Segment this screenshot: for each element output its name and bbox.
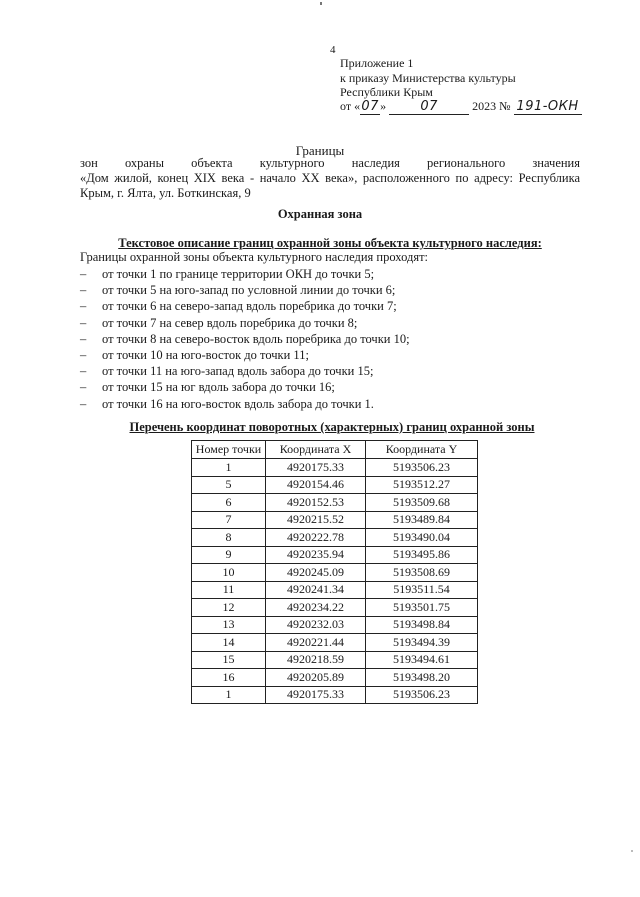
list-item-text: от точки 11 на юго-запад вдоль забора до точки 15; (102, 364, 374, 379)
table-header-row (192, 441, 478, 459)
list-bullet: – (80, 299, 87, 314)
table-row (192, 686, 478, 704)
cell-coordinate-y: 5193490.04 (366, 529, 478, 547)
coordinates-table-body (192, 459, 478, 704)
table-row (192, 476, 478, 494)
cell-coordinate-y: 5193501.75 (366, 599, 478, 617)
appendix-block (340, 56, 516, 100)
table-row (192, 459, 478, 477)
document-subtitle (80, 156, 580, 201)
cell-coordinate-x: 4920215.52 (266, 511, 366, 529)
list-bullet: – (80, 380, 87, 395)
appendix-line: Приложение 1 (340, 56, 414, 70)
cell-coordinate-y: 5193494.39 (366, 634, 478, 652)
list-bullet: – (80, 396, 87, 411)
table-row (192, 634, 478, 652)
cell-coordinate-x: 4920152.53 (266, 494, 366, 512)
cell-coordinate-y: 5193494.61 (366, 651, 478, 669)
cell-coordinate-y: 5193495.86 (366, 546, 478, 564)
list-item (80, 266, 410, 282)
cell-point-number: 13 (192, 616, 266, 634)
cell-coordinate-y: 5193511.54 (366, 581, 478, 599)
list-item-text: от точки 7 на север вдоль поребрика до точки 8; (102, 315, 358, 330)
subtitle-line: Крым, г. Ялта, ул. Боткинская, 9 (80, 186, 251, 200)
cell-coordinate-y: 5193506.23 (366, 686, 478, 704)
list-item-text: от точки 15 на юг вдоль забора до точки 16; (102, 380, 335, 395)
table-row (192, 564, 478, 582)
list-item (80, 331, 410, 347)
order-date-line (340, 99, 582, 115)
cell-coordinate-x: 4920218.59 (266, 651, 366, 669)
date-prefix: от « (340, 99, 361, 113)
list-item (80, 347, 410, 363)
cell-point-number: 15 (192, 651, 266, 669)
table-row (192, 581, 478, 599)
cell-point-number: 1 (192, 686, 266, 704)
cell-point-number: 6 (192, 494, 266, 512)
cell-point-number: 11 (192, 581, 266, 599)
appendix-line: к приказу Министерства культуры (340, 70, 516, 85)
cell-coordinate-y: 5193498.20 (366, 669, 478, 687)
list-item-text: от точки 6 на северо-запад вдоль поребрика до точки 7; (102, 299, 397, 314)
description-intro: Границы охранной зоны объекта культурного наследия проходят: (80, 250, 428, 264)
table-row (192, 529, 478, 547)
list-item (80, 396, 410, 412)
cell-coordinate-x: 4920222.78 (266, 529, 366, 547)
subtitle-line: «Дом жилой, конец XIX века - начало XX века», расположенного по адресу: Республика (80, 171, 580, 185)
list-bullet: – (80, 348, 87, 363)
cell-point-number: 8 (192, 529, 266, 547)
boundary-list (80, 266, 410, 412)
header-point-number: Номер точки (192, 441, 266, 459)
cell-point-number: 16 (192, 669, 266, 687)
header-coordinate-y: Координата Y (366, 441, 478, 459)
table-row (192, 511, 478, 529)
coordinates-table (191, 440, 478, 704)
handwritten-day: 07 (361, 99, 379, 114)
list-item (80, 282, 410, 298)
coordinates-heading: Перечень координат поворотных (характерных) границ охранной зоны (129, 420, 535, 434)
cell-coordinate-y: 5193489.84 (366, 511, 478, 529)
list-item-text: от точки 5 на юго-запад по условной линии до точки 6; (102, 283, 396, 298)
page-number: 4 (330, 44, 336, 56)
table-row (192, 616, 478, 634)
list-bullet: – (80, 364, 87, 379)
cell-coordinate-y: 5193512.27 (366, 476, 478, 494)
list-item-text: от точки 8 на северо-восток вдоль поребрика до точки 10; (102, 331, 410, 346)
list-item (80, 298, 410, 314)
list-item-text: от точки 1 по границе территории ОКН до точки 5; (102, 267, 375, 281)
header-coordinate-x: Координата X (266, 441, 366, 459)
cell-coordinate-x: 4920221.44 (266, 634, 366, 652)
cell-coordinate-x: 4920235.94 (266, 546, 366, 564)
handwritten-month: 07 (389, 101, 469, 115)
cell-point-number: 9 (192, 546, 266, 564)
cell-coordinate-y: 5193509.68 (366, 494, 478, 512)
list-bullet: – (80, 267, 87, 281)
description-heading: Текстовое описание границ охранной зоны объекта культурного наследия: (118, 236, 542, 250)
scan-speck (320, 2, 322, 5)
table-row (192, 651, 478, 669)
cell-coordinate-x: 4920245.09 (266, 564, 366, 582)
table-row (192, 494, 478, 512)
cell-point-number: 14 (192, 634, 266, 652)
cell-point-number: 1 (192, 459, 266, 477)
handwritten-order-number: 191-ОКН (514, 101, 582, 115)
list-item (80, 379, 410, 395)
cell-coordinate-x: 4920154.46 (266, 476, 366, 494)
cell-coordinate-y: 5193506.23 (366, 459, 478, 477)
year-text: 2023 № (472, 99, 511, 113)
appendix-line: Республики Крым (340, 85, 433, 99)
cell-coordinate-x: 4920205.89 (266, 669, 366, 687)
list-item (80, 363, 410, 379)
cell-point-number: 10 (192, 564, 266, 582)
cell-coordinate-x: 4920175.33 (266, 459, 366, 477)
cell-coordinate-y: 5193498.84 (366, 616, 478, 634)
cell-coordinate-x: 4920232.03 (266, 616, 366, 634)
cell-point-number: 7 (192, 511, 266, 529)
table-row (192, 669, 478, 687)
date-mid: » (380, 99, 387, 113)
list-bullet: – (80, 315, 87, 330)
list-item-text: от точки 16 на юго-восток вдоль забора до точки 1. (102, 396, 374, 411)
table-row (192, 599, 478, 617)
cell-point-number: 5 (192, 476, 266, 494)
cell-point-number: 12 (192, 599, 266, 617)
list-item-text: от точки 10 на юго-восток до точки 11; (102, 348, 309, 363)
list-bullet: – (80, 331, 87, 346)
list-bullet: – (80, 283, 87, 298)
table-row (192, 546, 478, 564)
cell-coordinate-x: 4920175.33 (266, 686, 366, 704)
list-item (80, 315, 410, 331)
cell-coordinate-y: 5193508.69 (366, 564, 478, 582)
document-title: Границы (295, 143, 345, 158)
zone-heading: Охранная зона (277, 207, 363, 221)
scan-speck (631, 850, 633, 852)
cell-coordinate-x: 4920234.22 (266, 599, 366, 617)
subtitle-line: зон охраны объекта культурного наследия регионального значения (80, 156, 580, 170)
cell-coordinate-x: 4920241.34 (266, 581, 366, 599)
